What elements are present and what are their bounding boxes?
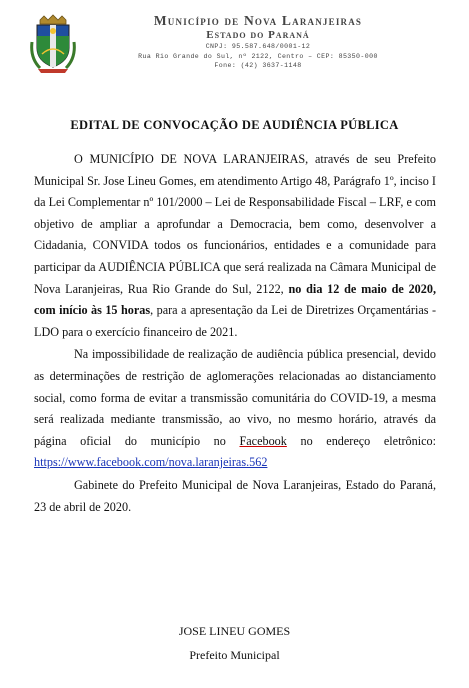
document-title: EDITAL DE CONVOCAÇÃO DE AUDIÊNCIA PÚBLICA <box>70 118 399 132</box>
state-name: Estado do Paraná <box>206 29 310 41</box>
p1-text-end: , para a apresentação da Lei de Diretrizes Orçamentárias - LDO para o exercício financeiro de 2021. <box>34 303 436 339</box>
phone-line: Fone: (42) 3637-1148 <box>214 62 302 69</box>
signature-role: Prefeito Municipal <box>189 648 280 662</box>
p1-date-time: no dia 12 de maio de 2020, com início às 15 horas <box>34 281 437 318</box>
letterhead <box>108 13 408 71</box>
cnpj-line: CNPJ: 95.587.648/0001-12 <box>205 43 311 50</box>
p2-text-start: Na impossibilidade de realização de audiência pública presencial, devido as determinações de restrição de aglomerações relacionadas ao distanciamento social, como forma de evitar a transmissão comunitária do COVID-19, a mesma será realizada mediante transmissão, ao vivo, no mesmo horário, através da página oficial do município no <box>34 347 436 448</box>
municipal-coat-of-arms-icon <box>30 14 76 74</box>
paragraph-place-date: Gabinete do Prefeito Municipal de Nova Laranjeiras, Estado do Paraná, 23 de abril de 2020. <box>34 477 436 514</box>
p2-text-mid: no endereço eletrônico: <box>286 433 436 448</box>
facebook-word: Facebook <box>239 433 287 448</box>
municipality-name: Município de Nova Laranjeiras <box>153 13 363 28</box>
p1-text-start: O MUNICÍPIO DE NOVA LARANJEIRAS, através de seu Prefeito Municipal Sr. Jose Lineu Gomes, em atendimento Artigo 48, Parágrafo 1º, inciso I da Lei Complementar nº 101/2000 – Lei de Responsabilidade Fiscal – LRF, e com objetivo de ampliar a aprofundar a Democracia, bem como, desenvolver a Cidadania, CONVIDA todos os funcionários, entidades e a comunidade para participar da AUDIÊNCIA PÚBLICA que será realizada na Câmara Municipal de Nova Laranjeiras, Rua Rio Grande do Sul, 2122, <box>34 152 436 296</box>
paragraph-transmission <box>34 344 436 474</box>
address-line: Rua Rio Grande do Sul, nº 2122, Centro – CEP: 85350-000 <box>138 52 378 60</box>
paragraph-convocation <box>34 149 436 343</box>
signature-name: JOSE LINEU GOMES <box>178 624 291 638</box>
facebook-link[interactable]: https://www.facebook.com/nova.laranjeiras.562 <box>34 455 268 470</box>
document-body <box>34 149 436 519</box>
